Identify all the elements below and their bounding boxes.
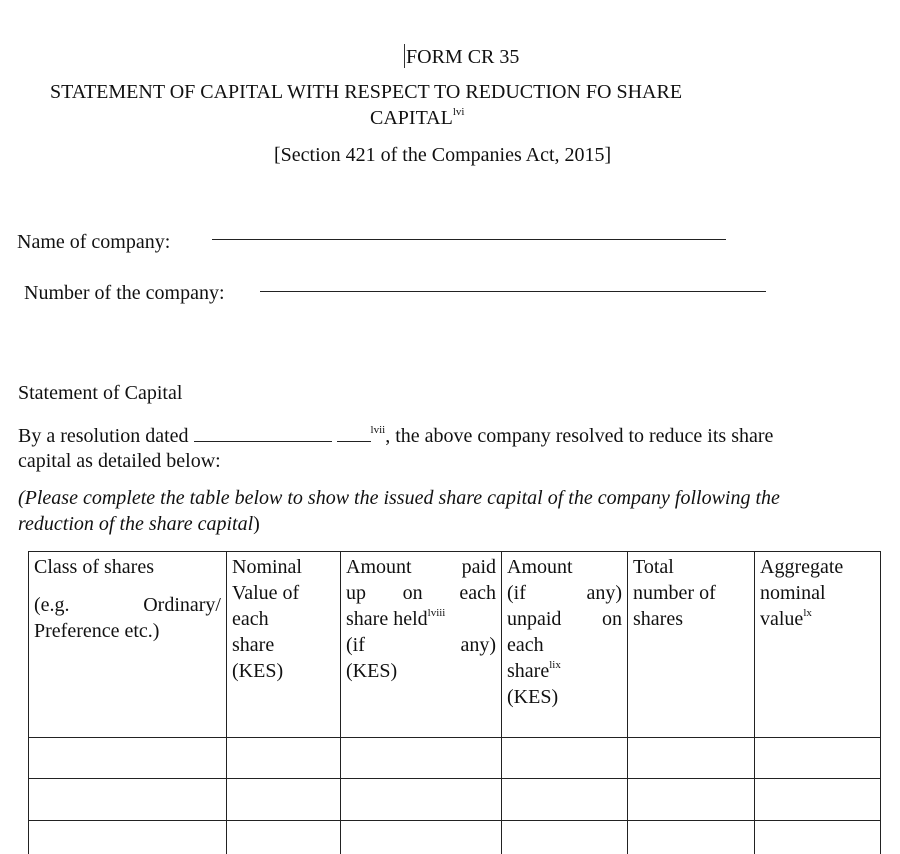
table-cell[interactable] xyxy=(628,821,755,854)
resolution-text: By a resolution dated $^{lvii}$, the above company resolved to reduce its share xyxy=(18,424,774,447)
header-class-of-shares: Class of shares (e.g. Ordinary/ Preference etc.) xyxy=(29,552,227,738)
table-cell[interactable] xyxy=(502,738,628,779)
resolution-date-field[interactable] xyxy=(194,423,332,442)
company-number-field[interactable] xyxy=(260,291,766,292)
form-title: STATEMENT OF CAPITAL WITH RESPECT TO REDUCTION FO SHARE xyxy=(50,81,683,103)
table-cell[interactable] xyxy=(502,821,628,854)
table-cell[interactable] xyxy=(227,821,341,854)
text-cursor xyxy=(404,44,405,68)
instruction-text: (Please complete the table below to show the issued share capital of the company following the xyxy=(18,487,780,509)
header-amount-unpaid: Amount (if any) unpaid on each share$^{lix}$ (KES) xyxy=(502,552,628,738)
header-nominal-value: Nominal Value of each share (KES) xyxy=(227,552,341,738)
table-cell[interactable] xyxy=(755,779,881,821)
table-cell[interactable] xyxy=(341,821,502,854)
statement-heading: Statement of Capital xyxy=(18,382,183,404)
resolution-date-field-extra xyxy=(337,423,371,442)
header-aggregate-value: Aggregate nominal value$^{lx}$ xyxy=(755,552,881,738)
company-name-label: Name of company: xyxy=(17,231,171,253)
header-total-shares: Total number of shares xyxy=(628,552,755,738)
resolution-text-line2: capital as detailed below: xyxy=(18,450,221,472)
table-cell[interactable] xyxy=(227,738,341,779)
table-cell[interactable] xyxy=(755,821,881,854)
table-cell[interactable] xyxy=(227,779,341,821)
table-cell[interactable] xyxy=(628,738,755,779)
form-title-line2: $CAPITAL^{lvi}$ xyxy=(370,106,465,129)
table-cell[interactable] xyxy=(29,821,227,854)
table-cell[interactable] xyxy=(755,738,881,779)
table-row xyxy=(29,738,881,779)
footnote-ref: lvi xyxy=(452,106,465,118)
table-cell[interactable] xyxy=(341,779,502,821)
header-amount-paid: Amount paid up on each share held$^{lviii}$ (if any) (KES) xyxy=(341,552,502,738)
table-row xyxy=(29,821,881,854)
footnote-ref: lvii xyxy=(370,424,386,436)
table-cell[interactable] xyxy=(29,738,227,779)
company-name-field[interactable] xyxy=(212,239,726,240)
share-capital-table xyxy=(28,551,881,854)
table-row xyxy=(29,779,881,821)
section-reference: [Section 421 of the Companies Act, 2015] xyxy=(274,144,612,166)
table-cell[interactable] xyxy=(628,779,755,821)
table-header-row xyxy=(29,552,881,738)
table-cell[interactable] xyxy=(341,738,502,779)
form-number: FORM CR 35 xyxy=(406,46,520,68)
instruction-text-line2: reduction of the share capital) xyxy=(18,513,260,535)
table-cell[interactable] xyxy=(502,779,628,821)
table-cell[interactable] xyxy=(29,779,227,821)
company-number-label: Number of the company: xyxy=(24,282,225,304)
